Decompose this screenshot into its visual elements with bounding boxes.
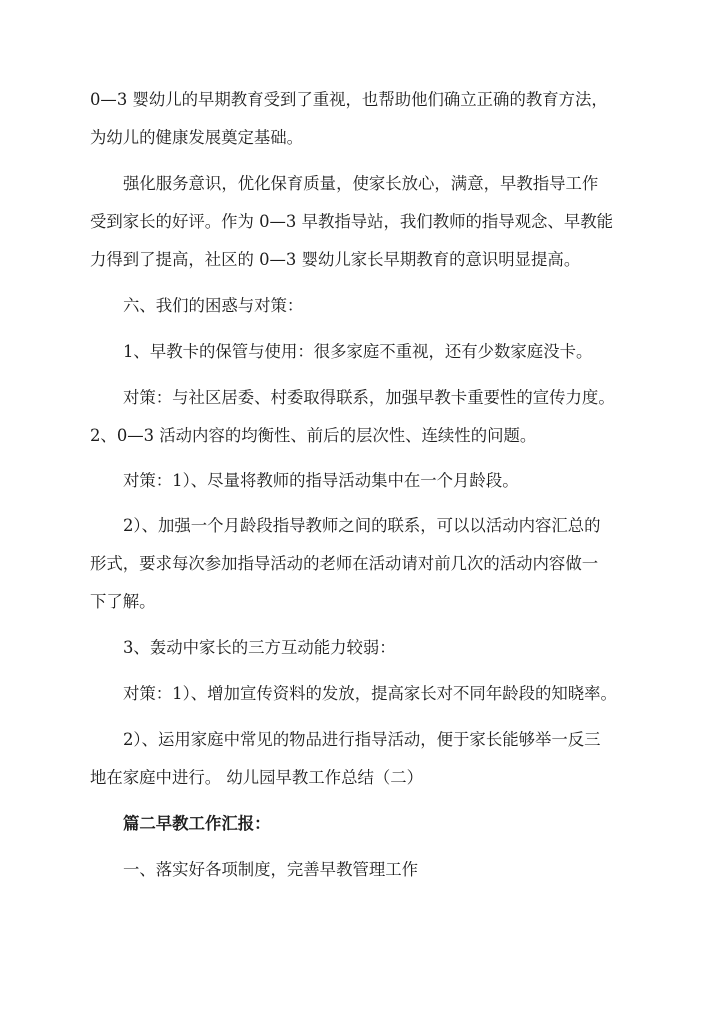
paragraph-line: 对策：与社区居委、村委取得联系，加强早教卡重要性的宣传力度。 bbox=[123, 388, 615, 407]
paragraph-line: 3、轰动中家长的三方互动能力较弱： bbox=[123, 638, 396, 657]
paragraph-line: 0—3 婴幼儿的早期教育受到了重视，也帮助他们确立正确的教育方法， bbox=[90, 90, 608, 109]
paragraph-line: 对策：1）、尽量将教师的指导活动集中在一个月龄段。 bbox=[123, 471, 519, 490]
paragraph-line: 为幼儿的健康发展奠定基础。 bbox=[90, 128, 304, 147]
section-heading: 六、我们的困惑与对策： bbox=[123, 296, 304, 315]
paragraph-line: 1、早教卡的保管与使用：很多家庭不重视，还有少数家庭没卡。 bbox=[123, 342, 593, 361]
paragraph-line: 对策：1）、增加宣传资料的发放，提高家长对不同年龄段的知晓率。 bbox=[123, 684, 617, 703]
paragraph-line: 下了解。 bbox=[90, 592, 156, 611]
paragraph-line: 强化服务意识，优化保育质量，使家长放心，满意，早教指导工作 bbox=[123, 174, 599, 193]
paragraph-line: 受到家长的好评。作为 0—3 早教指导站，我们教师的指导观念、早教能 bbox=[90, 212, 613, 231]
paragraph-line: 2）、加强一个月龄段指导教师之间的联系，可以以活动内容汇总的 bbox=[123, 516, 601, 535]
section-title: 篇二早教工作汇报： bbox=[123, 814, 271, 833]
section-heading: 一、落实好各项制度，完善早教管理工作 bbox=[123, 860, 419, 879]
paragraph-line: 形式，要求每次参加指导活动的老师在活动请对前几次的活动内容做一 bbox=[90, 554, 599, 573]
paragraph-line: 2）、运用家庭中常见的物品进行指导活动，便于家长能够举一反三 bbox=[123, 730, 601, 749]
paragraph-line: 2、0—3 活动内容的均衡性、前后的层次性、连续性的问题。 bbox=[90, 426, 537, 445]
paragraph-line: 力得到了提高，社区的 0—3 婴幼儿家长早期教育的意识明显提高。 bbox=[90, 250, 581, 269]
paragraph-line: 地在家庭中进行。 幼儿园早教工作总结（二） bbox=[90, 768, 424, 787]
